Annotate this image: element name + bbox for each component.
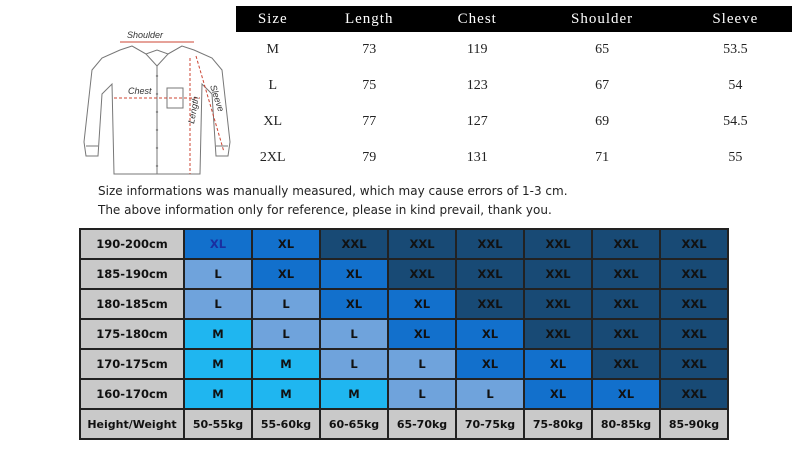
size-chart-cell: XL [184,229,252,259]
height-range-label: 170-175cm [80,349,184,379]
weight-range-label: 70-75kg [456,409,524,439]
size-chart-cell: XXL [524,229,592,259]
size-table-cell: 119 [467,42,488,57]
size-chart-body [80,229,728,439]
size-table-cell: 123 [466,78,488,93]
size-chart-cell: XL [524,349,592,379]
size-chart-cell: XXL [524,259,592,289]
size-chart-cell: L [320,349,388,379]
size-chart-cell: XXL [592,259,660,289]
size-chart-cell: XL [320,259,388,289]
height-range-label: 185-190cm [80,259,184,289]
size-chart-cell: XXL [456,289,524,319]
size-table-cell: 79 [362,150,377,165]
size-table-cell: 127 [466,114,488,129]
size-chart-cell: XXL [592,349,660,379]
size-table-header-row [236,6,792,32]
size-chart-cell: XXL [320,229,388,259]
size-chart-cell: XXL [660,379,728,409]
size-chart-cell: L [184,289,252,319]
weight-range-label: 85-90kg [660,409,728,439]
size-table-header: Sleeve [679,6,792,32]
weight-range-label: 50-55kg [184,409,252,439]
size-chart-cell: XXL [456,259,524,289]
height-range-label: 180-185cm [80,289,184,319]
reference-note: The above information only for reference, please in kind prevail, thank you. [98,203,552,217]
size-chart-cell: XXL [660,349,728,379]
size-chart-cell: L [320,319,388,349]
size-chart-cell: XL [456,349,524,379]
size-chart-cell: XL [320,289,388,319]
sleeve-label: Sleeve [208,83,227,113]
size-chart-cell: XXL [388,229,456,259]
weight-range-label: 75-80kg [524,409,592,439]
size-chart-cell: XXL [660,289,728,319]
size-table-header: Shoulder [526,6,679,32]
size-chart-cell: XL [524,379,592,409]
size-table-row [236,140,792,176]
weight-row [80,409,728,439]
size-chart-cell: L [252,319,320,349]
size-table-body [236,32,792,176]
measurement-note: Size informations was manually measured, which may cause errors of 1-3 cm. [98,184,568,198]
weight-range-label: 60-65kg [320,409,388,439]
weight-range-label: 55-60kg [252,409,320,439]
size-chart-cell: XL [388,289,456,319]
height-weight-label: Height/Weight [80,409,184,439]
size-chart-row [80,319,728,349]
size-table-header: Size [236,6,309,32]
height-weight-size-chart [79,228,729,440]
size-chart-row [80,259,728,289]
size-table-header: Length [309,6,429,32]
size-chart-cell: L [388,349,456,379]
size-chart-cell: L [252,289,320,319]
size-table-cell: 65 [595,42,610,57]
size-table-cell: 2XL [259,150,286,165]
size-table-cell: M [266,42,279,57]
size-table-row [236,104,792,140]
size-table-cell: 69 [595,114,610,129]
height-range-label: 160-170cm [80,379,184,409]
size-chart-cell: L [456,379,524,409]
chest-label: Chest [128,86,152,96]
height-range-label: 190-200cm [80,229,184,259]
size-chart-cell: M [320,379,388,409]
weight-range-label: 65-70kg [388,409,456,439]
size-table-cell: 131 [466,150,488,165]
size-chart-cell: M [184,349,252,379]
size-chart-cell: M [252,349,320,379]
size-chart-cell: XXL [388,259,456,289]
size-chart-cell: M [184,379,252,409]
size-table-cell: 71 [595,150,610,165]
size-chart-cell: L [388,379,456,409]
size-table-row [236,32,792,68]
size-table-cell: 67 [595,78,610,93]
size-chart-cell: M [252,379,320,409]
shirt-measurement-diagram [72,24,242,184]
size-chart-cell: XL [252,259,320,289]
size-chart-cell: XXL [660,259,728,289]
size-table-cell: 55 [728,150,743,165]
shoulder-label: Shoulder [127,30,164,40]
size-chart-row [80,349,728,379]
size-chart-cell: XXL [592,229,660,259]
size-chart-cell: XXL [592,319,660,349]
size-measurement-table [236,6,792,176]
size-table-row [236,68,792,104]
height-range-label: 175-180cm [80,319,184,349]
size-table-cell: 54.5 [723,114,748,129]
size-chart-cell: XXL [524,319,592,349]
size-table-cell: 75 [362,78,377,93]
size-chart-cell: XXL [524,289,592,319]
size-chart-row [80,379,728,409]
size-table-header: Chest [429,6,526,32]
size-chart-cell: L [184,259,252,289]
size-table-cell: 73 [362,42,377,57]
size-chart-cell: XXL [456,229,524,259]
size-chart-cell: M [184,319,252,349]
size-table-cell: 77 [362,114,377,129]
size-chart-cell: XL [592,379,660,409]
size-chart-cell: XL [252,229,320,259]
weight-range-label: 80-85kg [592,409,660,439]
size-table-cell: 53.5 [723,42,748,57]
size-chart-row [80,229,728,259]
size-chart-cell: XXL [660,319,728,349]
size-chart-cell: XXL [592,289,660,319]
size-chart-row [80,289,728,319]
size-chart-cell: XL [388,319,456,349]
size-chart-cell: XL [456,319,524,349]
length-label: Length [186,95,201,125]
size-table-cell: 54 [728,78,743,93]
size-table-cell: L [268,78,278,93]
size-table-cell: XL [263,114,283,129]
size-chart-cell: XXL [660,229,728,259]
